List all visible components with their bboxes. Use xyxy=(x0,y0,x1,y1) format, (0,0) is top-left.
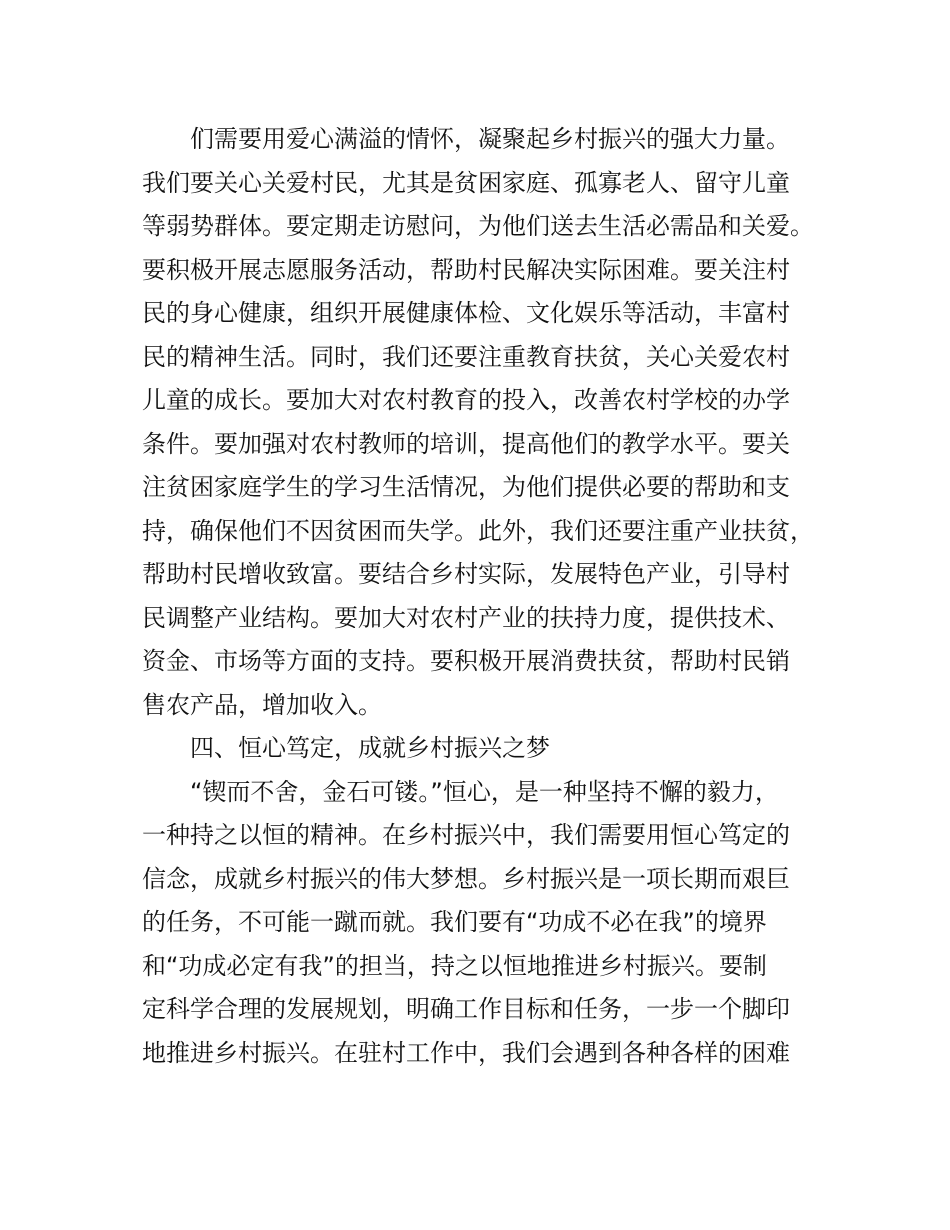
text-line: 等弱势群体。要定期走访慰问，为他们送去生活必需品和关爱。 xyxy=(142,212,814,240)
text-line: 民调整产业结构。要加大对农村产业的扶持力度，提供技术、 xyxy=(142,603,790,632)
text-line: 我们要关心关爱村民，尤其是贫困家庭、孤寡老人、留守儿童 xyxy=(142,168,790,197)
paragraph-love xyxy=(142,118,842,727)
text-line: 和“功成必定有我”的担当，持之以恒地推进乡村振兴。要制 xyxy=(142,951,767,980)
text-line: 儿童的成长。要加大对农村教育的投入，改善农村学校的办学 xyxy=(142,386,790,414)
text-line: 一种持之以恒的精神。在乡村振兴中，我们需要用恒心笃定的 xyxy=(142,821,790,849)
text-line: 的任务，不可能一蹴而就。我们要有“功成不必在我”的境界 xyxy=(142,908,767,936)
text-line: 要积极开展志愿服务活动，帮助村民解决实际困难。要关注村 xyxy=(142,255,790,284)
text-line: 民的身心健康，组织开展健康体检、文化娱乐等活动，丰富村 xyxy=(142,299,790,327)
text-line: 帮助村民增收致富。要结合乡村实际，发展特色产业，引导村 xyxy=(142,560,790,588)
text-line: 持，确保他们不因贫困而失学。此外，我们还要注重产业扶贫， xyxy=(142,516,814,545)
text-line: 民的精神生活。同时，我们还要注重教育扶贫，关心关爱农村 xyxy=(142,342,790,371)
text-line: 地推进乡村振兴。在驻村工作中，我们会遇到各种各样的困难 xyxy=(142,1038,790,1067)
text-line: “锲而不舍，金石可镂。”恒心，是一种坚持不懈的毅力， xyxy=(190,777,779,806)
section-heading: 四、恒心笃定，成就乡村振兴之梦 xyxy=(190,734,550,762)
text-line: 售农产品，增加收入。 xyxy=(142,690,382,719)
text-line: 资金、市场等方面的支持。要积极开展消费扶贫，帮助村民销 xyxy=(142,647,790,675)
text-line: 们需要用爱心满溢的情怀，凝聚起乡村振兴的强大力量。 xyxy=(190,125,790,153)
text-line: 条件。要加强对农村教师的培训，提高他们的教学水平。要关 xyxy=(142,429,790,458)
paragraph-perseverance xyxy=(142,771,842,1076)
document-body xyxy=(142,118,842,1075)
text-line: 定科学合理的发展规划，明确工作目标和任务，一步一个脚印 xyxy=(142,995,790,1023)
text-line: 信念，成就乡村振兴的伟大梦想。乡村振兴是一项长期而艰巨 xyxy=(142,864,790,893)
text-line: 注贫困家庭学生的学习生活情况，为他们提供必要的帮助和支 xyxy=(142,473,790,501)
